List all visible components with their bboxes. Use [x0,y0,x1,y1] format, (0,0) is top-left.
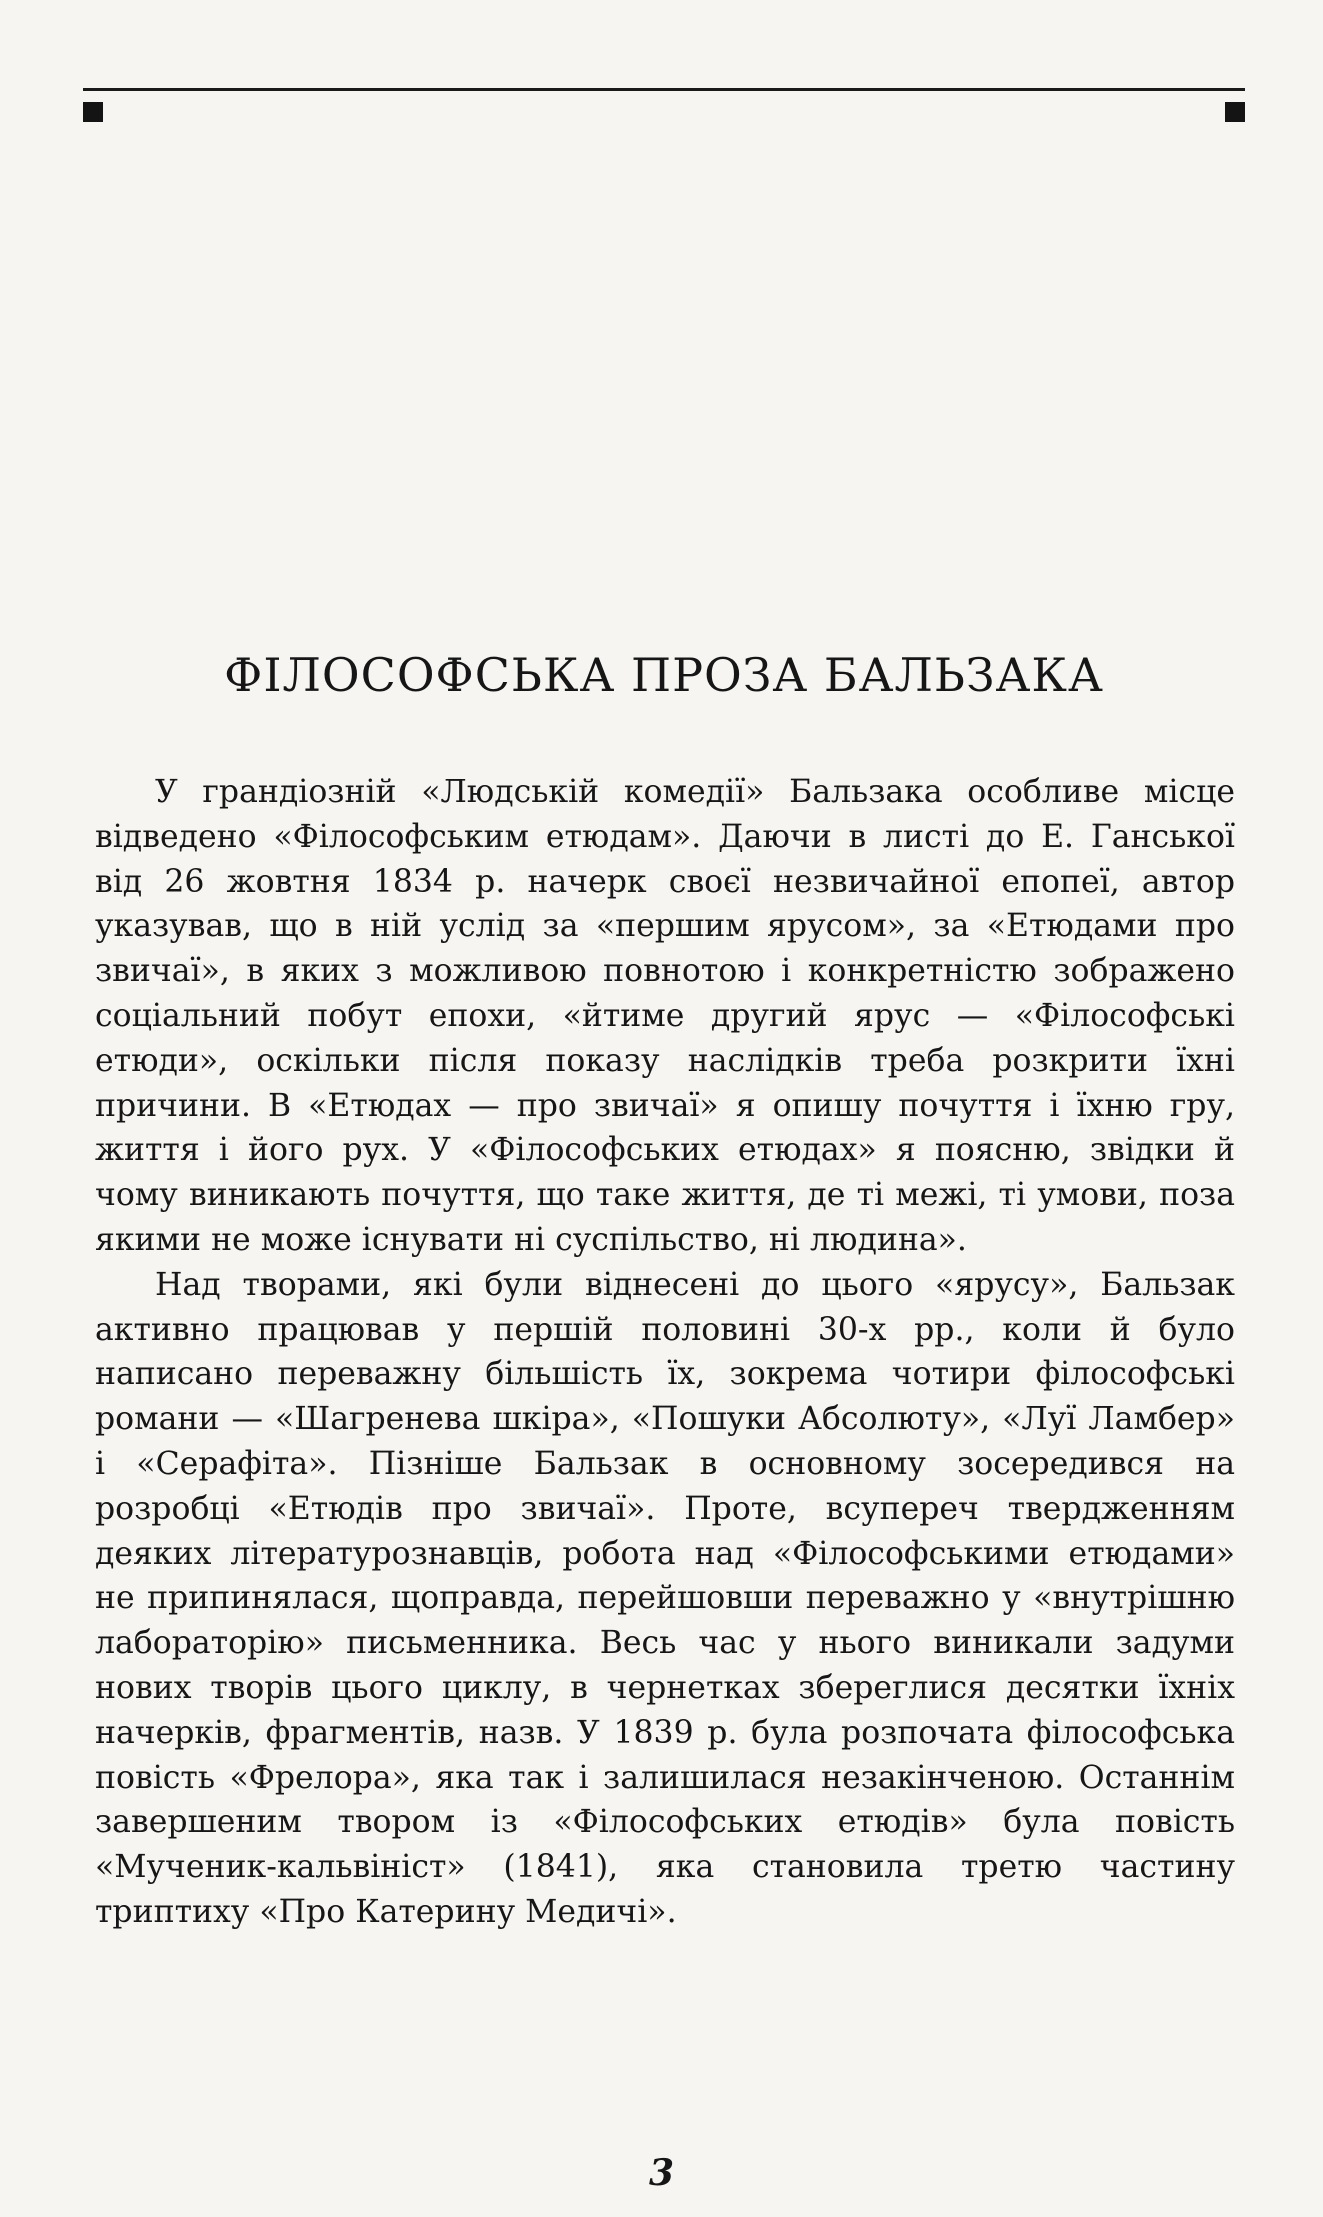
paragraph: У грандіозній «Людській комедії» Бальзака особливе місце відведено «Філософським етюдам». Даючи в листі до Е. Ганської від 26 жовтня 1834 р. начерк своєї незвичайної епопеї, автор указував, що в ній услід за «першим ярусом», за «Етюдами про звичаї», в яких з можливою повнотою і конкретністю зображено соціальний побут епохи, «йтиме другий ярус — «Філософські етюди», оскільки після показу наслідків треба розкрити їхні причини. В «Етюдах — про звичаї» я опишу почуття і їхню гру, життя і його рух. У «Філософських етюдах» я поясню, звідки й чому виникають почуття, що таке життя, де ті межі, ті умови, поза якими не може існувати ні суспільство, ні людина». [95,774,1235,1258]
chapter-heading: ФІЛОСОФСЬКА ПРОЗА БАЛЬЗАКА [224,648,1104,702]
page-number: 3 [648,2152,675,2194]
header-rule [83,88,1245,128]
top-rule-line [83,88,1245,91]
paragraph: Над творами, які були віднесені до цього «ярусу», Бальзак активно працював у першій половині 30-х рр., коли й було написано переважну більшість їх, зокрема чотири філософські романи — «Шагренева шкіра», «Пошуки Абсолюту», «Луї Ламбер» і «Серафіта». Пізніше Бальзак в основному зосередився на розробці «Етюдів про звичаї». Проте, всупереч твердженням деяких літературознавців, робота над «Філософськими етюдами» не припинялася, щоправда, перейшовши переважно у «внутрішню лабораторію» письменника. Весь час у нього виникали задуми нових творів цього циклу, в чернетках збереглися десятки їхніх начерків, фрагментів, назв. У 1839 р. була розпочата філософська повість «Фрелора», яка так і залишилася незакінченою. Останнім завершеним твором із «Філософських етюдів» була повість «Мученик-кальвініст» (1841), яка становила третю частину триптиху «Про Катерину Медичі». [95,1266,1235,1930]
right-square-ornament [1225,102,1245,122]
left-square-ornament [83,102,103,122]
body-text [95,770,1235,1935]
